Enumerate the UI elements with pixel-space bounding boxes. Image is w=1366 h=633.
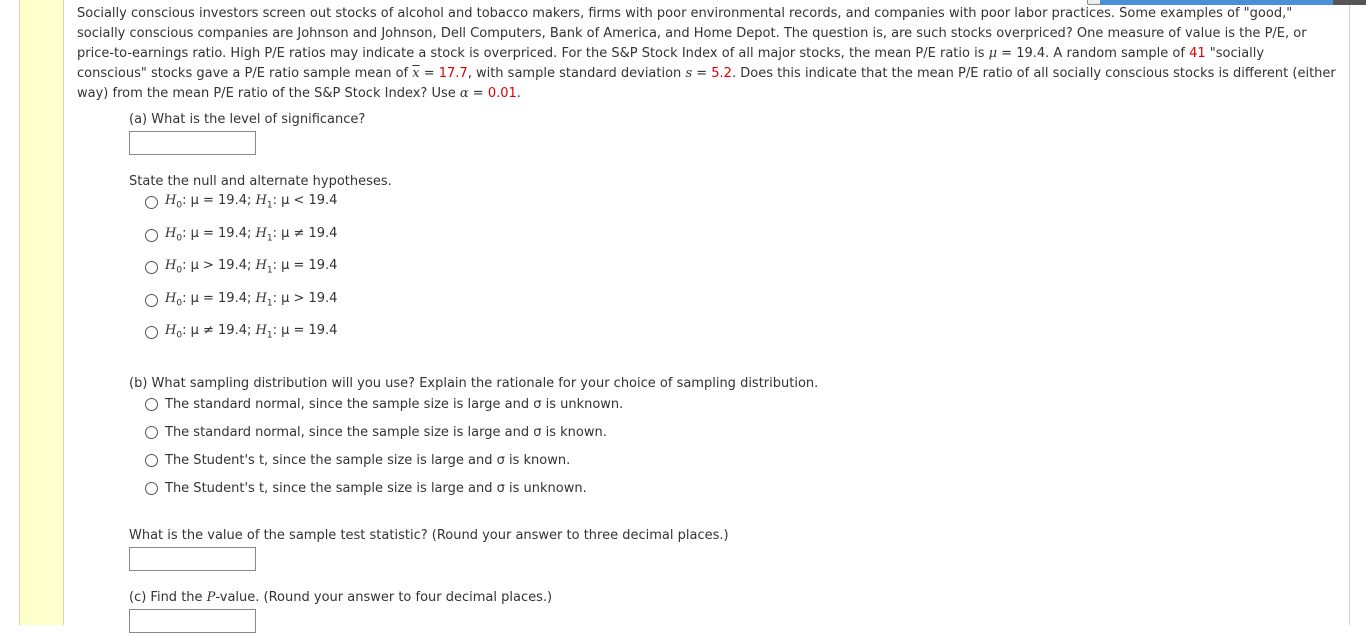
part-c-question: (c) Find the P-value. (Round your answer to four decimal places.) bbox=[129, 590, 553, 605]
part-a-question: (a) What is the level of significance? bbox=[129, 112, 366, 127]
test-statistic-question: What is the value of the sample test statistic? (Round your answer to three decimal places.) bbox=[129, 528, 729, 543]
hypothesis-option-5[interactable]: $H_0$: μ ≠ 19.4; $H_1$: μ = 19.4 bbox=[145, 323, 337, 341]
problem-text: Socially conscious investors screen out stocks of alcohol and tobacco makers, firms with poor environmental records, and companies with poor labor practices. Some examples of "good," socially conscious companies are Johnson and Johnson, Dell Computers, Bank of America, and Home Depot. The question is, are such stocks overpriced? One measure of value is the P/E, or price-to-earnings ratio. High P/E ratios may indicate a stock is overpriced. For the S&P Stock Index of all major stocks, the mean P/E ratio is μ = 19.4. A random sample of 41 "socially conscious" stocks gave a P/E ratio sample mean of $\overline{x} = 17.7$, with sample standard deviation s = 5.2. Does this indicate that the mean P/E ratio of all socially conscious stocks is different (either way) from the mean P/E ratio of the S&P Stock Index? Use α = 0.01. bbox=[77, 6, 1336, 101]
top-bar-end bbox=[1333, 0, 1366, 5]
problem-statement bbox=[77, 4, 1337, 104]
test-statistic-section bbox=[129, 527, 729, 571]
right-border bbox=[1349, 0, 1350, 625]
part-b-question: (b) What sampling distribution will you use? Explain the rationale for your choice of sampling distribution. bbox=[129, 376, 819, 391]
distribution-option-4[interactable]: The Student's t, since the sample size is large and σ is unknown. bbox=[145, 479, 587, 497]
hypothesis-option-4[interactable]: $H_0$: μ = 19.4; $H_1$: μ > 19.4 bbox=[145, 291, 337, 309]
p-value-input[interactable] bbox=[129, 609, 256, 633]
radio-button[interactable] bbox=[145, 294, 158, 307]
sample-size: 41 bbox=[1189, 46, 1206, 61]
hypothesis-option-3[interactable]: $H_0$: μ > 19.4; $H_1$: μ = 19.4 bbox=[145, 258, 337, 276]
xbar-symbol: $\overline{x}$ bbox=[412, 66, 420, 81]
radio-button[interactable] bbox=[145, 398, 158, 411]
radio-button[interactable] bbox=[145, 229, 158, 242]
radio-button[interactable] bbox=[145, 196, 158, 209]
distribution-option-3[interactable]: The Student's t, since the sample size is large and σ is known. bbox=[145, 451, 570, 469]
radio-button[interactable] bbox=[145, 454, 158, 467]
radio-button[interactable] bbox=[145, 326, 158, 339]
sample-mean: 17.7 bbox=[438, 66, 468, 81]
significance-input[interactable] bbox=[129, 131, 256, 155]
alpha-value: 0.01 bbox=[487, 86, 517, 101]
distribution-option-1[interactable]: The standard normal, since the sample size is large and σ is unknown. bbox=[145, 395, 623, 413]
part-c bbox=[129, 589, 552, 633]
hypothesis-option-2[interactable]: $H_0$: μ = 19.4; $H_1$: μ ≠ 19.4 bbox=[145, 226, 337, 244]
radio-button[interactable] bbox=[145, 482, 158, 495]
radio-button[interactable] bbox=[145, 261, 158, 274]
left-margin-strip bbox=[19, 0, 64, 625]
hypothesis-option-1[interactable]: $H_0$: μ = 19.4; $H_1$: μ < 19.4 bbox=[145, 193, 337, 211]
sample-sd: 5.2 bbox=[711, 66, 732, 81]
part-a bbox=[129, 111, 365, 155]
distribution-option-2[interactable]: The standard normal, since the sample size is large and σ is known. bbox=[145, 423, 607, 441]
test-statistic-input[interactable] bbox=[129, 547, 256, 571]
hypotheses-question: State the null and alternate hypotheses. bbox=[129, 174, 392, 189]
radio-button[interactable] bbox=[145, 426, 158, 439]
